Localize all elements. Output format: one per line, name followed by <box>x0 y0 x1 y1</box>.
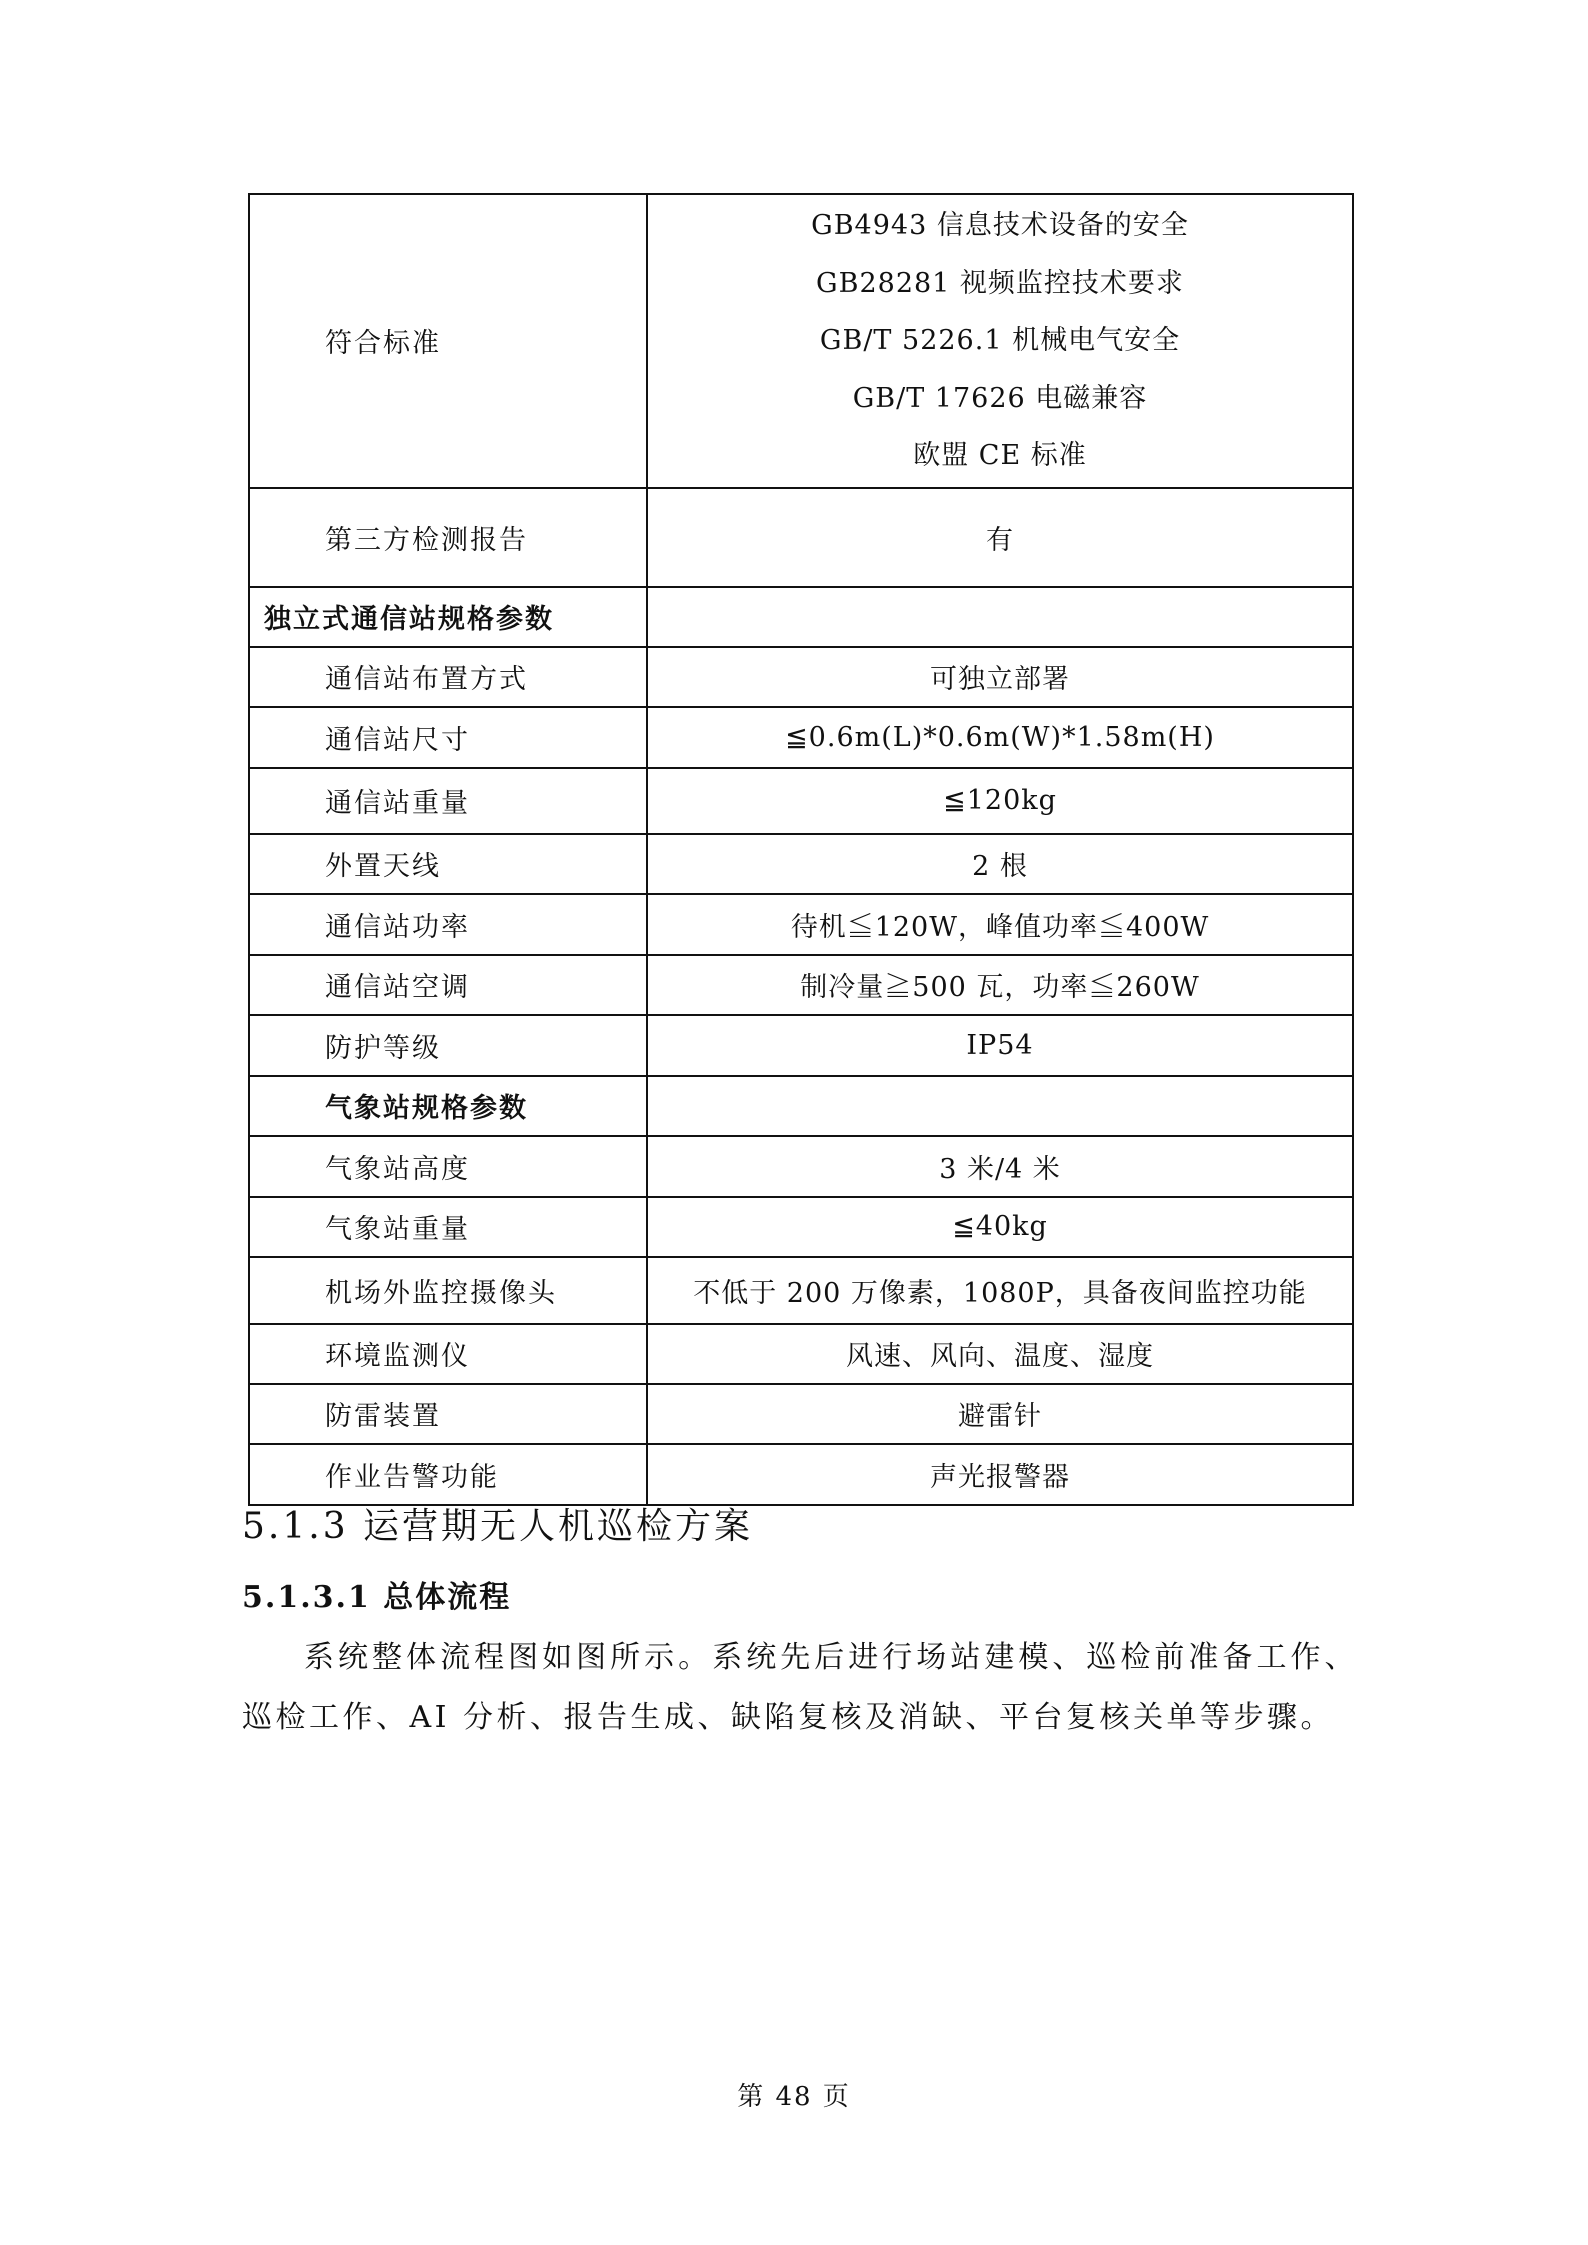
standard-item: GB4943 信息技术设备的安全 <box>811 210 1189 241</box>
section-heading-5-1-3: 5.1.3 运营期无人机巡检方案 <box>242 1506 754 1547</box>
table-row <box>249 834 1353 894</box>
row-label: 气象站高度 <box>249 1136 647 1197</box>
section-empty-cell <box>647 1076 1353 1136</box>
row-label: 通信站布置方式 <box>249 647 647 707</box>
row-label: 通信站功率 <box>249 894 647 955</box>
spec-table <box>248 193 1354 1506</box>
standards-value <box>647 194 1353 488</box>
body-paragraph: 系统整体流程图如图所示。系统先后进行场站建模、巡检前准备工作、巡检工作、AI 分析、报告生成、缺陷复核及消缺、平台复核关单等步骤。 <box>242 1640 1358 1735</box>
row-value: 避雷针 <box>647 1384 1353 1444</box>
row-value: 2 根 <box>647 834 1353 894</box>
section-row-weather <box>249 1076 1353 1136</box>
row-value: ≦120kg <box>647 768 1353 834</box>
row-value: 风速、风向、温度、湿度 <box>647 1324 1353 1384</box>
row-label: 防护等级 <box>249 1015 647 1076</box>
table-row <box>249 894 1353 955</box>
row-value: 制冷量≧500 瓦，功率≦260W <box>647 955 1353 1015</box>
row-label: 外置天线 <box>249 834 647 894</box>
row-value: ≦0.6m(L)*0.6m(W)*1.58m(H) <box>647 707 1353 768</box>
standard-item: GB/T 17626 电磁兼容 <box>852 382 1148 414</box>
report-label: 第三方检测报告 <box>249 488 647 587</box>
table-row <box>249 1384 1353 1444</box>
report-value: 有 <box>647 488 1353 587</box>
row-value: 不低于 200 万像素，1080P，具备夜间监控功能 <box>647 1257 1353 1324</box>
standard-item: GB28281 视频监控技术要求 <box>816 267 1184 299</box>
row-value: 可独立部署 <box>647 647 1353 707</box>
row-value: IP54 <box>647 1015 1353 1076</box>
row-label: 通信站尺寸 <box>249 707 647 768</box>
section-empty-cell <box>647 587 1353 647</box>
row-value: 声光报警器 <box>647 1444 1353 1505</box>
table-row <box>249 1257 1353 1324</box>
row-label: 通信站重量 <box>249 768 647 834</box>
table-row-report <box>249 488 1353 587</box>
row-label: 防雷装置 <box>249 1384 647 1444</box>
table-row <box>249 955 1353 1015</box>
table-row <box>249 768 1353 834</box>
section-title-weather: 气象站规格参数 <box>249 1076 647 1136</box>
table-row-standards <box>249 194 1353 488</box>
section-heading-5-1-3-1: 5.1.3.1 总体流程 <box>242 1580 512 1615</box>
table-row <box>249 1197 1353 1257</box>
page-number: 第 48 页 <box>737 2082 851 2112</box>
row-value: 3 米/4 米 <box>647 1136 1353 1197</box>
table-row <box>249 707 1353 768</box>
table-row <box>249 1444 1353 1505</box>
standard-item: GB/T 5226.1 机械电气安全 <box>819 325 1181 356</box>
row-label: 机场外监控摄像头 <box>249 1257 647 1324</box>
row-label: 通信站空调 <box>249 955 647 1015</box>
section-row-comm <box>249 587 1353 647</box>
row-value: 待机≦120W，峰值功率≦400W <box>647 894 1353 955</box>
row-label: 作业告警功能 <box>249 1444 647 1505</box>
table-row <box>249 647 1353 707</box>
table-row <box>249 1324 1353 1384</box>
row-value: ≦40kg <box>647 1197 1353 1257</box>
row-label: 气象站重量 <box>249 1197 647 1257</box>
row-label: 环境监测仪 <box>249 1324 647 1384</box>
standard-item: 欧盟 CE 标准 <box>913 440 1087 471</box>
table-row <box>249 1015 1353 1076</box>
standards-list <box>648 195 1352 487</box>
section-title-comm: 独立式通信站规格参数 <box>249 587 647 647</box>
standards-label: 符合标准 <box>249 194 647 488</box>
table-row <box>249 1136 1353 1197</box>
